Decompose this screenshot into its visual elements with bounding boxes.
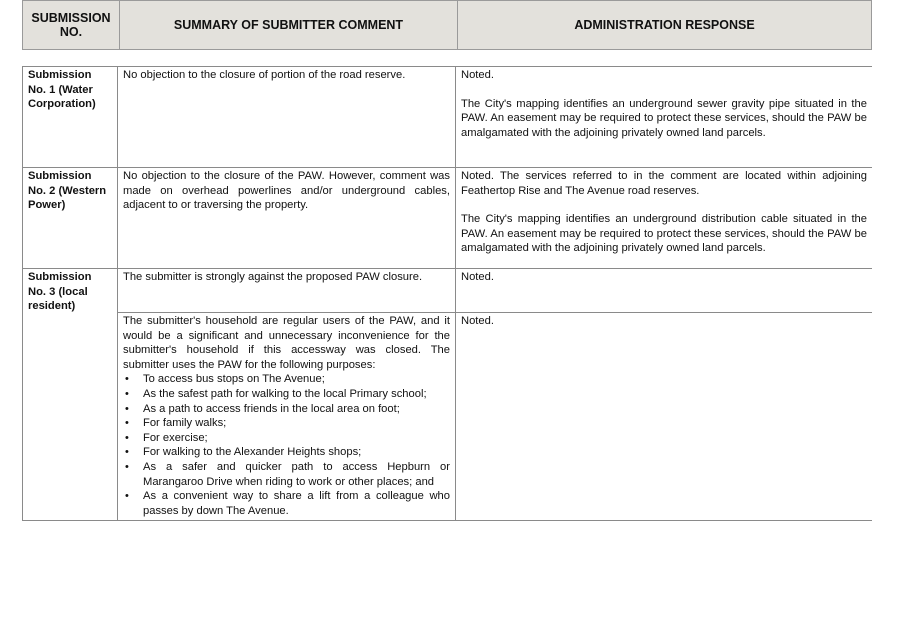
submissions-table (22, 66, 872, 521)
list-item: • For walking to the Alexander Heights shops; (123, 445, 450, 460)
table-row (23, 67, 873, 168)
response-paragraph: The City's mapping identifies an underground distribution cable situated in the PAW. An easement may be required to protect these services, should the PAW be amalgamated with the adjoining privately owned land parcels. (461, 213, 867, 255)
list-item: • As a convenient way to share a lift from a colleague who passes by down The Avenue. (123, 489, 450, 518)
header-submission-no: SUBMISSION NO. (23, 1, 120, 50)
submitter-comment: The submitter is strongly against the proposed PAW closure. (118, 269, 456, 313)
submitter-comment: No objection to the closure of portion of the road reserve. (118, 67, 456, 168)
header-row (23, 1, 872, 50)
submitter-comment (118, 313, 456, 521)
table-row (23, 313, 873, 521)
response-paragraph: Noted. The services referred to in the comment are located within adjoining Feathertop Rise and The Avenue road reserves. (461, 170, 867, 197)
header-summary: SUMMARY OF SUBMITTER COMMENT (120, 1, 458, 50)
list-item: • To access bus stops on The Avenue; (123, 372, 450, 387)
submission-number: Submission No. 2 (Western Power) (23, 168, 118, 269)
administration-response (456, 67, 873, 168)
administration-response: Noted. (461, 271, 494, 283)
submission-number: Submission No. 1 (Water Corporation) (23, 67, 118, 168)
submitter-comment: No objection to the closure of the PAW. However, comment was made on overhead powerlines and/or underground cables, adjacent to or traversing the property. (118, 168, 456, 269)
response-paragraph: The City's mapping identifies an underground sewer gravity pipe situated in the PAW. An easement may be required to protect these services, should the PAW be amalgamated with the adjoining privately owned land parcels. (461, 97, 867, 139)
purposes-list (123, 372, 450, 518)
comment-intro: The submitter's household are regular users of the PAW, and it would be a significant and unnecessary inconvenience for the submitter's household if this accessway was closed. The submitter uses the PAW for the following purposes: (123, 315, 450, 371)
header-response: ADMINISTRATION RESPONSE (458, 1, 872, 50)
response-paragraph: Noted. (461, 69, 494, 81)
list-item: • For exercise; (123, 431, 450, 446)
list-item: • As a path to access friends in the local area on foot; (123, 402, 450, 417)
administration-response: Noted. (461, 315, 494, 327)
submission-number: Submission No. 3 (local resident) (23, 269, 118, 521)
table-row (23, 168, 873, 269)
list-item: • For family walks; (123, 416, 450, 431)
table-header (22, 0, 872, 50)
table-row (23, 269, 873, 313)
list-item: • As the safest path for walking to the local Primary school; (123, 387, 450, 402)
administration-response (456, 168, 873, 269)
list-item: • As a safer and quicker path to access Hepburn or Marangaroo Drive when riding to work or other places; and (123, 460, 450, 489)
